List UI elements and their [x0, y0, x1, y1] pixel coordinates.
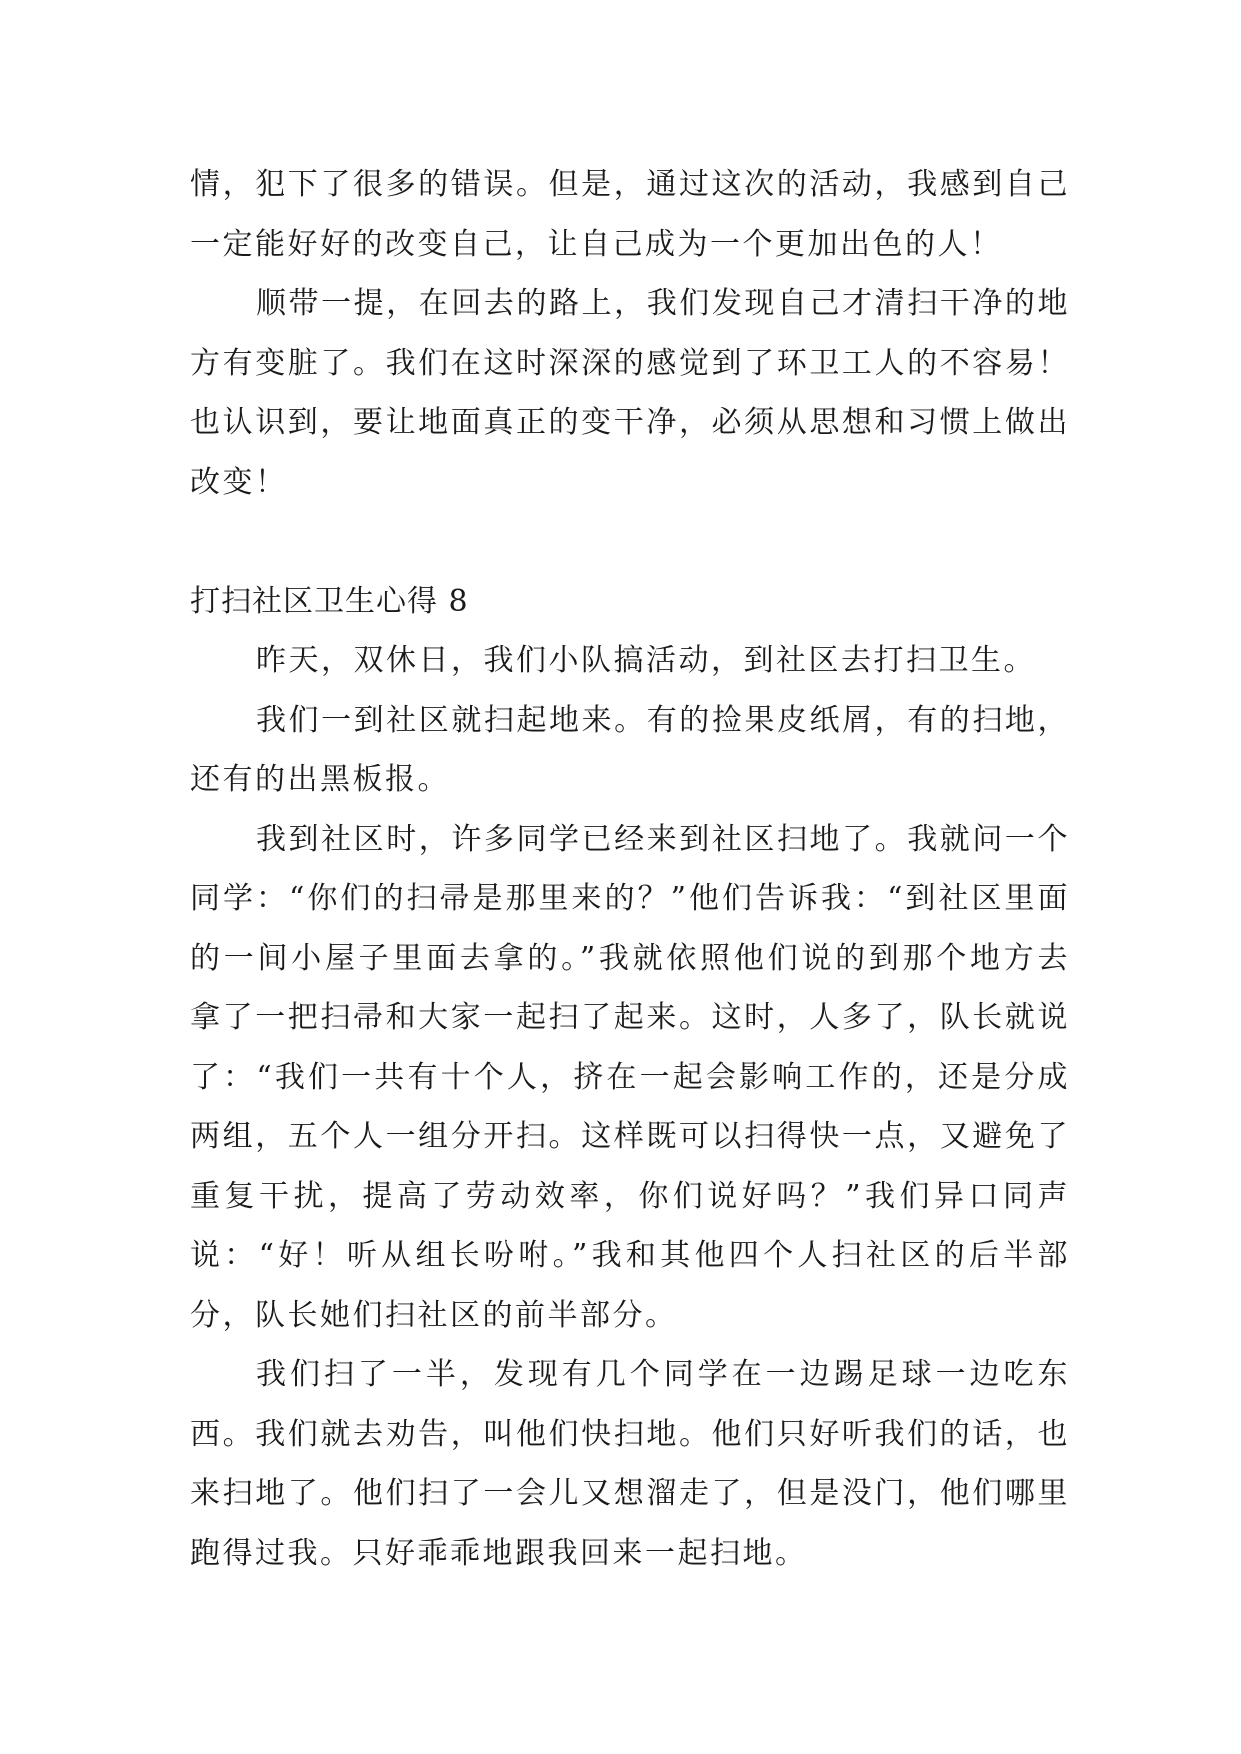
document-body — [190, 155, 1070, 1583]
paragraph: 我们一到社区就扫起地来。有的捡果皮纸屑，有的扫地，还有的出黑板报。 — [190, 702, 1070, 797]
paragraph: 我们扫了一半，发现有几个同学在一边踢足球一边吃东西。我们就去劝告，叫他们快扫地。他们只好听我们的话，也来扫地了。他们扫了一会儿又想溜走了，但是没门，他们哪里跑得过我。只好乖乖地跟我回来一起扫地。 — [190, 1357, 1070, 1571]
section-title: 打扫社区卫生心得 8 — [190, 583, 469, 619]
paragraph: 顺带一提，在回去的路上，我们发现自己才清扫干净的地方有变脏了。我们在这时深深的感觉到了环卫工人的不容易！也认识到，要让地面真正的变干净，必须从思想和习惯上做出改变！ — [190, 286, 1070, 500]
paragraph-continuation: 情，犯下了很多的错误。但是，通过这次的活动，我感到自己一定能好好的改变自己，让自己成为一个更加出色的人！ — [190, 167, 1070, 262]
paragraph: 我到社区时，许多同学已经来到社区扫地了。我就问一个同学：“你们的扫帚是那里来的？”他们告诉我：“到社区里面的一间小屋子里面去拿的。”我就依照他们说的到那个地方去拿了一把扫帚和大家一起扫了起来。这时，人多了，队长就说了：“我们一共有十个人，挤在一起会影响工作的，还是分成两组，五个人一组分开扫。这样既可以扫得快一点，又避免了重复干扰，提高了劳动效率，你们说好吗？”我们异口同声说：“好！听从组长吩咐。”我和其他四个人扫社区的后半部分，队长她们扫社区的前半部分。 — [190, 821, 1070, 1333]
paragraph: 昨天，双休日，我们小队搞活动，到社区去打扫卫生。 — [256, 643, 1036, 678]
section-spacer — [190, 512, 1070, 572]
